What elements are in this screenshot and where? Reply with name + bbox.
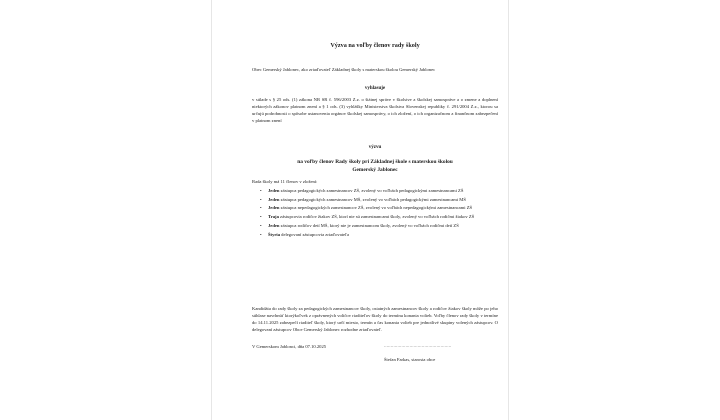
bullet-icon: •: [260, 231, 262, 237]
list-item: [260, 231, 494, 238]
subtitle-line-2: Gemerský Jablonec: [352, 167, 398, 174]
member-count: Jeden: [268, 222, 280, 228]
list-item: [260, 196, 494, 203]
bullet-icon: •: [260, 188, 262, 193]
member-description: zástupcovia rodičov žiakov ZŠ, ktorí nie sú zamestnancami školy, zvolený vo voľbách rodičmi žiakov ZŠ: [278, 214, 475, 220]
announces-heading: vyhlasuje: [364, 86, 386, 91]
bullet-icon: •: [260, 196, 262, 202]
bullet-icon: •: [260, 214, 262, 220]
document-title: Výzva na voľby členov rady školy: [330, 42, 420, 49]
members-intro: Rada školy má 11 členov v zložení:: [252, 179, 318, 184]
intro-paragraph: Obec Gemerský Jablonec, ako zriaďovateľ Základnej školy s materskou školou Gemerský Jablonec: [252, 67, 436, 72]
member-description: zástupca pedagogických zamestnancov MŠ, zvolený vo voľbách pedagogickými zamestnancami MŠ: [279, 196, 466, 202]
member-count: Traja: [268, 214, 279, 220]
list-item: [260, 222, 494, 229]
signature-line: ..................................................: [384, 343, 452, 348]
member-count: Jeden: [268, 196, 280, 202]
member-description: zástupca nepedagogických zamestnancov ZŠ, zvolený vo voľbách nepedagogickými zamestnancami ZŠ: [279, 205, 473, 211]
place-and-date: V Gemerskom Jablonci, dňa 07.10.2025: [252, 344, 327, 349]
member-count: Jeden: [268, 205, 280, 211]
member-description: zástupca pedagogických zamestnancov ZŠ, zvolený vo voľbách pedagogickými zamestnancami ZŠ: [279, 188, 464, 193]
member-count: Jeden: [268, 188, 280, 193]
member-description: delegovaní zástupcovia zriaďovateľa: [280, 231, 349, 237]
signatory-name: Štefan Farkas, starosta obce: [384, 357, 436, 362]
document-page: [212, 0, 508, 420]
list-item: [260, 204, 494, 211]
bullet-icon: •: [260, 222, 262, 228]
member-count: Štyria: [268, 231, 280, 237]
subtitle-line-1: na voľby členov Rady školy pri Základnej škole s materskou školou: [297, 159, 453, 165]
document-subtitle: [252, 158, 498, 174]
call-heading: výzvu: [368, 145, 382, 150]
legal-paragraph: v súlade s § 25 ods. (1) zákona NR SR č. 596/2003 Z.z. o štátnej správe v školstve a školskej samospráve a o zmene a doplnení niektorých zákonov platnom znení a § 1 ods. (3) vyhlášky Ministerstva školstva Slovenskej republiky č. 291/2004 Z.z., ktorou sa určujú podrobnosti o spôsobe ustanovenia orgánov školskej samosprávy, o ich zložení, o ich organizačnom a finančnom zabezpečení v platnom znení: [252, 97, 498, 124]
members-list: [260, 187, 494, 239]
closing-paragraph: Kandidáta do rady školy za pedagogických zamestnancov školy, ostatných zamestnancov školy a rodičov žiakov školy môže po jeho súhlase navrhnúť ktorýkoľvek z oprávnených voličov riaditeľov školy do termínu konania volieb. Voľby členov rady školy v termíne do 14.11.2025 zabezpečí riaditeľ školy, ktorý určí miesto, termín a čas konania volieb pre jednotlivé skupiny volených zástupcov. O delegovaní zástupcov Obce Gemerský Jablonec rozhodne zriaďovateľ.: [252, 306, 498, 333]
list-item: [260, 213, 494, 220]
member-description: zástupca rodičov detí MŠ, ktorý nie je zamestnancom školy, zvolený vo voľbách rodičmi detí ZŠ: [279, 222, 459, 228]
list-item: [260, 187, 494, 194]
bullet-icon: •: [260, 205, 262, 211]
